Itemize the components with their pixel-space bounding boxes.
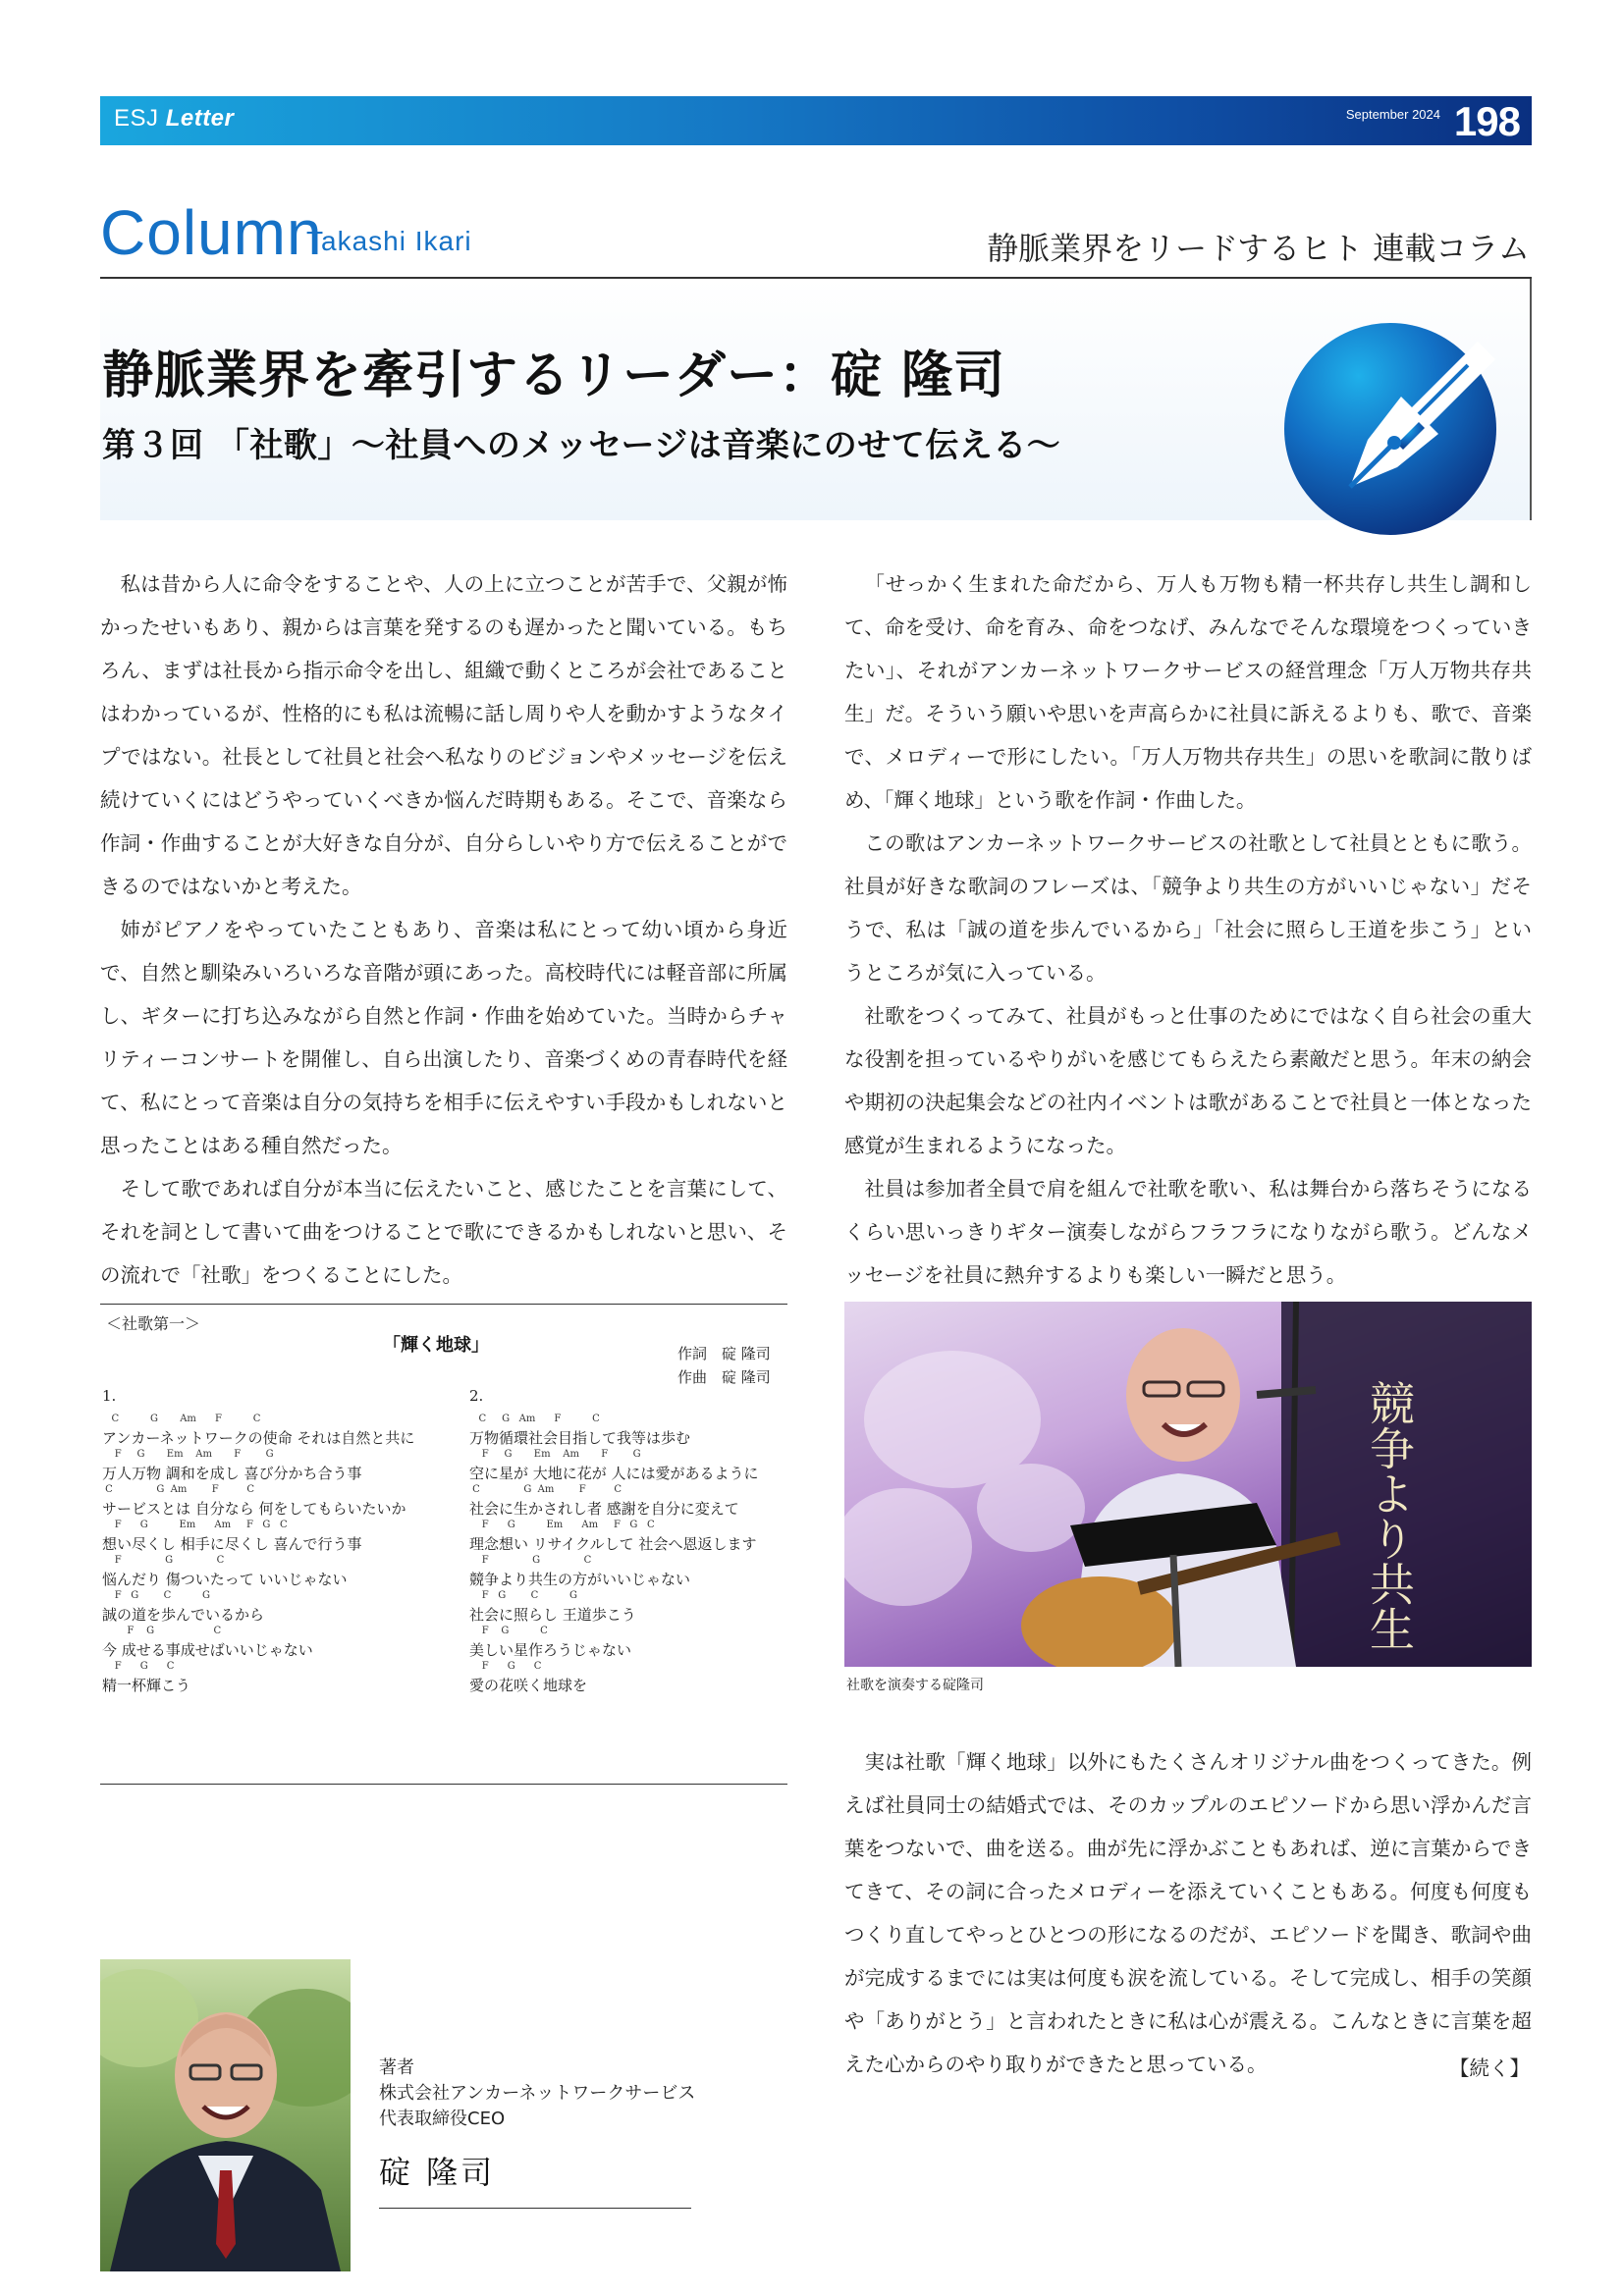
lyric-line: 今 成せる事成せばいいじゃない	[102, 1641, 313, 1659]
chord-line: F G C	[469, 1555, 592, 1566]
lyric-pair	[102, 1520, 475, 1554]
lyric-line: 誠の道を歩んでいるから	[102, 1606, 265, 1624]
lyrics-verse-1	[102, 1387, 475, 1695]
credit-lyrics: 作詞 碇 隆司	[677, 1345, 771, 1362]
lyric-pair	[469, 1520, 793, 1554]
divider	[1530, 279, 1532, 520]
paragraph: 私は昔から人に命令をすることや、人の上に立つことが苦手で、父親が怖かったせいもあり、親からは言葉を発するのも遅かったと聞いている。もちろん、まずは社長から指示命令を出し、組織で動くところが会社であることはわかっているが、性格的にも私は流暢に話し周りや人を動かすようなタイプではない。社長として社員と社会へ私なりのビジョンやメッセージを伝え続けていくにはどうやっていくべきか悩んだ時期もある。そこで、音楽なら作詞・作曲することが大好きな自分が、自分らしいやり方で伝えることができるのではないかと考えた。	[100, 572, 787, 898]
chord-line: F G C G	[102, 1590, 211, 1601]
lyric-pair	[469, 1414, 793, 1448]
lyric-line: 万物循環社会目指して我等は歩む	[469, 1429, 691, 1447]
paragraph: 社員は参加者全員で肩を組んで社歌を歌い、私は舞台から落ちそうになるくらい思いっきりギター演奏しながらフラフラになりながら歌う。どんなメッセージを社員に熱弁するよりも楽しい一瞬だと思う。	[844, 1177, 1532, 1287]
column-author: Takashi Ikari	[306, 226, 472, 256]
lyric-pair	[102, 1484, 475, 1519]
fountain-pen-icon	[1281, 320, 1499, 538]
issue-number: 198	[1453, 98, 1520, 144]
chord-line: F G Em Am F G C	[469, 1520, 655, 1530]
lyric-pair	[102, 1590, 475, 1625]
lyric-pair	[469, 1661, 793, 1695]
lyric-line: 社会に生かされし者 感謝を自分に変えて	[469, 1500, 739, 1518]
lyric-pair	[102, 1449, 475, 1483]
lyric-line: 美しい星作ろうじゃない	[469, 1641, 632, 1659]
verse-number: 2.	[469, 1387, 484, 1405]
lyric-pair	[102, 1555, 475, 1589]
chord-line: F G Em Am F G	[469, 1449, 641, 1460]
header-bar	[100, 96, 1532, 145]
lyric-pair	[102, 1661, 475, 1695]
chord-line: F G Em Am F G	[102, 1449, 274, 1460]
lyric-line: 理念想い リサイクルして 社会へ恩返します	[469, 1535, 757, 1553]
lyric-line: 万人万物 調和を成し 喜び分かち合う事	[102, 1465, 362, 1482]
author-name: 碇 隆司	[379, 2154, 496, 2191]
continued-label: 【続く】	[1449, 2056, 1530, 2080]
lyric-pair	[469, 1590, 793, 1625]
series-title: 静脈業界をリードするヒト 連載コラム	[987, 230, 1530, 267]
lyrics-title: 「輝く地球」	[383, 1335, 489, 1356]
chord-line: F G Em Am F G C	[102, 1520, 288, 1530]
chord-line: F G C	[102, 1661, 175, 1672]
paragraph: この歌はアンカーネットワークサービスの社歌として社員とともに歌う。社員が好きな歌詞のフレーズは、「競争より共生の方がいいじゃない」だそうで、私は「誠の道を歩んでいるから」「社会に照らし王道を歩こう」というところが気に入っている。	[844, 831, 1532, 985]
issue-date: September 2024	[1345, 107, 1440, 122]
author-label: 著者	[379, 2057, 414, 2078]
credit-music: 作曲 碇 隆司	[677, 1368, 771, 1386]
lyric-line: 精一杯輝こう	[102, 1677, 191, 1694]
paragraph: 「せっかく生まれた命だから、万人も万物も精一杯共存し共生し調和して、命を受け、命を育み、命をつなげ、みんなでそんな環境をつくっていきたい」、それがアンカーネットワークサービスの経営理念「万人万物共存共生」だ。そういう願いや思いを声高らかに社員に訴えるよりも、歌で、音楽で、メロディーで形にしたい。「万人万物共存共生」の思いを歌詞に散りばめ、「輝く地球」という歌を作詞・作曲した。	[844, 572, 1532, 812]
chord-line: F G C	[102, 1626, 222, 1636]
lyrics-credit	[677, 1342, 771, 1389]
author-company: 株式会社アンカーネットワークサービス	[379, 2083, 696, 2104]
divider	[100, 1784, 787, 1785]
lyric-pair	[469, 1626, 793, 1660]
lyric-pair	[102, 1414, 475, 1448]
chord-line: C G Am F C	[102, 1484, 255, 1495]
article-title: 静脈業界を牽引するリーダー：碇 隆司	[102, 347, 1006, 405]
article-body-right-continued	[844, 1740, 1532, 2086]
banner-text: 競争より共生	[1363, 1380, 1416, 1651]
lyric-line: 社会に照らし 王道歩こう	[469, 1606, 636, 1624]
divider	[379, 2208, 691, 2209]
concert-photo	[844, 1302, 1532, 1667]
chord-line: C G Am F C	[469, 1414, 600, 1424]
verse-number: 1.	[102, 1387, 117, 1405]
divider	[100, 1304, 787, 1305]
lyric-line: 悩んだり 傷ついたって いいじゃない	[102, 1571, 348, 1588]
chord-line: F G C G	[469, 1590, 578, 1601]
paragraph: そして歌であれば自分が本当に伝えたいこと、感じたことを言葉にして、それを詞として書いて曲をつけることで歌にできるかもしれないと思い、その流れで「社歌」をつくることにした。	[100, 1177, 787, 1287]
lyric-line: 空に星が 大地に花が 人には愛があるように	[469, 1465, 759, 1482]
brand-logo	[114, 105, 234, 133]
chord-line: C G Am F C	[102, 1414, 261, 1424]
lyrics-verse-2	[469, 1387, 793, 1695]
author-photo	[100, 1959, 351, 2271]
chord-line: F G C	[102, 1555, 225, 1566]
article-body-right	[844, 562, 1532, 1297]
chord-line: C G Am F C	[469, 1484, 622, 1495]
paragraph: 社歌をつくってみて、社員がもっと仕事のためにではなく自ら社会の重大な役割を担っているやりがいを感じてもらえたら素敵だと思う。年末の納会や期初の決起集会などの社内イベントは歌があることで社員と一体となった感覚が生まれるようになった。	[844, 1004, 1532, 1157]
lyric-line: 想い尽くし 相手に尽くし 喜んで行う事	[102, 1535, 362, 1553]
author-info	[379, 2056, 695, 2132]
author-role: 代表取締役CEO	[379, 2109, 506, 2129]
brand-prefix: ESJ	[114, 105, 159, 132]
lyric-pair	[102, 1626, 475, 1660]
brand-name: Letter	[165, 105, 235, 132]
lyric-line: アンカーネットワークの使命 それは自然と共に	[102, 1429, 415, 1447]
lyrics-label: ＜社歌第一＞	[106, 1314, 201, 1333]
paragraph: 姉がピアノをやっていたこともあり、音楽は私にとって幼い頃から身近で、自然と馴染みいろいろな音階が頭にあった。高校時代には軽音部に所属し、ギターに打ち込みながら自然と作詞・作曲を始めていた。当時からチャリティーコンサートを開催し、自ら出演したり、音楽づくめの青春時代を経て、私にとって音楽は自分の気持ちを相手に伝えやすい手段かもしれないと思ったことはある種自然だった。	[100, 918, 787, 1157]
paragraph: 実は社歌「輝く地球」以外にもたくさんオリジナル曲をつくってきた。例えば社員同士の結婚式では、そのカップルのエピソードから思い浮かんだ言葉をつないで、曲を送る。曲が先に浮かぶこともあれば、逆に言葉からできてきて、その詞に合ったメロディーを添えていくこともある。何度も何度もつくり直してやっとひとつの形になるのだが、エピソードを聞き、歌詞や曲が完成するまでには実は何度も涙を流している。そして完成し、相手の笑顔や「ありがとう」と言われたときに私は心が震える。こんなときに言葉を超えた心からのやり取りができたと思っている。	[844, 1750, 1532, 2076]
lyric-pair	[469, 1484, 793, 1519]
chord-line: F G C	[469, 1626, 548, 1636]
lyric-line: 愛の花咲く地球を	[469, 1677, 588, 1694]
lyric-pair	[469, 1449, 793, 1483]
chord-line: F G C	[469, 1661, 542, 1672]
photo-caption: 社歌を演奏する碇隆司	[846, 1678, 984, 1693]
lyric-line: 競争より共生の方がいいじゃない	[469, 1571, 691, 1588]
lyric-pair	[469, 1555, 793, 1589]
article-body-left	[100, 562, 787, 1297]
column-label: Column	[100, 197, 323, 268]
article-subtitle: 第３回 「社歌」〜社員へのメッセージは音楽にのせて伝える〜	[102, 426, 1061, 465]
lyric-line: サービスとは 自分なら 何をしてもらいたいか	[102, 1500, 406, 1518]
